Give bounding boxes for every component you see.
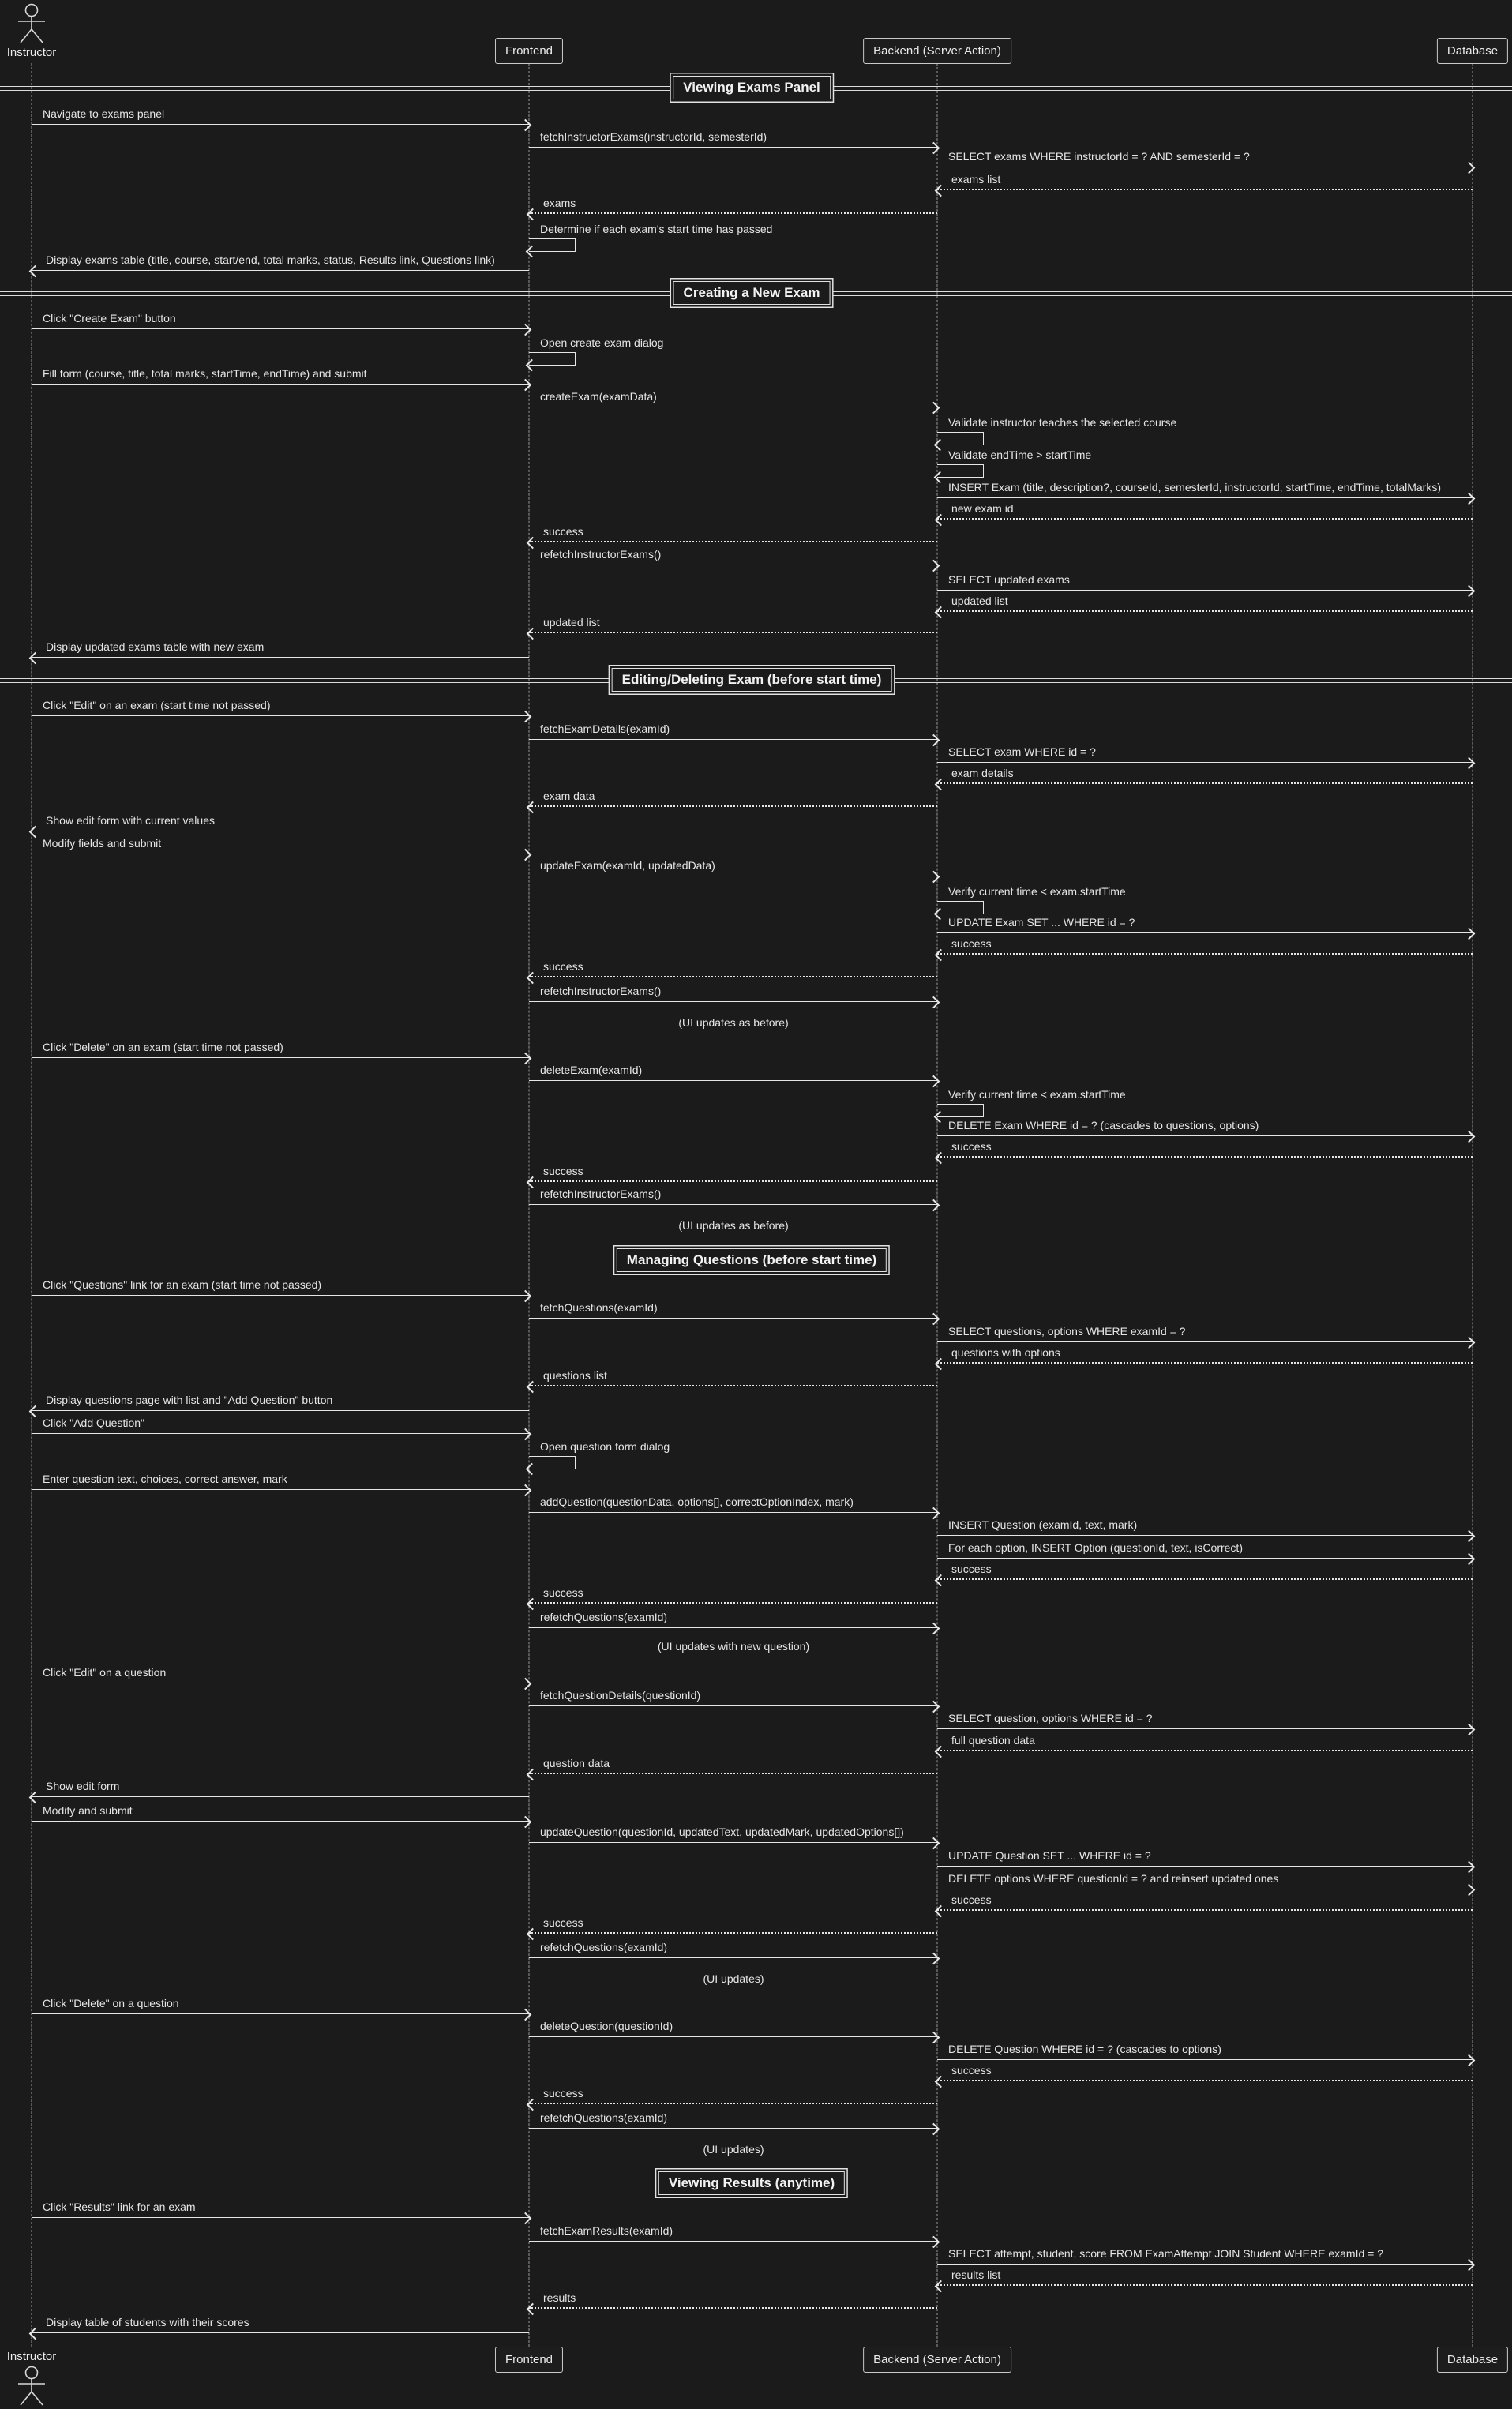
message <box>937 1559 1473 1580</box>
message-line <box>529 1842 937 1843</box>
message-line <box>937 1750 1473 1751</box>
message-label: success <box>543 2087 583 2099</box>
message-label: refetchInstructorExams() <box>540 1188 662 1200</box>
message-line <box>937 1341 1473 1342</box>
message-label: exam data <box>543 790 595 802</box>
section-label: Editing/Deleting Exam (before start time) <box>612 668 892 692</box>
self-message <box>529 336 664 366</box>
message-line <box>529 1932 937 1934</box>
message-line <box>937 497 1473 498</box>
message-label: SELECT exam WHERE id = ? <box>948 745 1096 758</box>
message <box>937 1538 1473 1559</box>
arrowhead-icon <box>520 323 532 336</box>
message-label: exams list <box>951 173 1001 186</box>
message-label: Enter question text, choices, correct answer, mark <box>43 1473 287 1485</box>
message <box>529 613 937 633</box>
message <box>529 2017 937 2037</box>
message-line <box>32 1410 529 1411</box>
self-message-label: Verify current time < exam.startTime <box>948 1088 1126 1101</box>
message-line <box>529 976 937 977</box>
message-line <box>529 1957 937 1958</box>
note: (UI updates as before) <box>678 1016 789 1029</box>
message-label: exams <box>543 197 576 209</box>
message <box>529 127 937 148</box>
message-label: results list <box>951 2268 1001 2281</box>
message-line <box>937 189 1473 190</box>
message-line <box>937 1558 1473 1559</box>
message <box>529 1822 937 1843</box>
message-label: refetchQuestions(examId) <box>540 1941 668 1953</box>
self-message-label: Validate endTime > startTime <box>948 448 1092 461</box>
arrowhead-icon <box>520 1428 532 1440</box>
message-line <box>529 739 937 740</box>
message-line <box>529 805 937 807</box>
message <box>529 1686 937 1706</box>
message <box>529 1366 937 1386</box>
message-label: Display exams table (title, course, start/end, total marks, status, Results link, Questions link) <box>46 253 495 266</box>
message-label: fetchExamDetails(examId) <box>540 722 670 735</box>
message <box>529 387 937 407</box>
message <box>937 2039 1473 2060</box>
message <box>32 1663 529 1683</box>
message-line <box>32 1796 529 1797</box>
message-label: SELECT updated exams <box>948 573 1070 586</box>
message-label: INSERT Question (examId, text, mark) <box>948 1518 1138 1531</box>
message <box>32 104 529 125</box>
note: (UI updates) <box>703 2143 764 2156</box>
arrowhead-icon <box>928 401 940 414</box>
self-message-label: Validate instructor teaches the selected course <box>948 416 1177 429</box>
message-line <box>937 782 1473 784</box>
message-label: Click "Edit" on an exam (start time not passed) <box>43 699 271 711</box>
message-label: Click "Delete" on a question <box>43 1997 179 2009</box>
message-line <box>937 2264 1473 2265</box>
message <box>529 2288 937 2309</box>
arrowhead-icon <box>928 1622 940 1634</box>
message-label: full question data <box>951 1734 1035 1747</box>
section-label: Viewing Results (anytime) <box>658 2171 845 2195</box>
message-label: success <box>951 937 992 950</box>
message-line <box>529 1318 937 1319</box>
message <box>937 742 1473 763</box>
message <box>32 811 529 831</box>
message <box>529 1583 937 1604</box>
message-line <box>32 2013 529 2014</box>
message <box>529 545 937 565</box>
arrowhead-icon <box>928 1952 940 1964</box>
message <box>32 1275 529 1296</box>
message-line <box>529 2307 937 2309</box>
message-line <box>32 384 529 385</box>
message-line <box>937 1156 1473 1158</box>
message <box>937 913 1473 933</box>
message-label: Show edit form <box>46 1780 120 1792</box>
message-line <box>937 610 1473 612</box>
message <box>529 1754 937 1774</box>
message <box>529 856 937 876</box>
message-label: results <box>543 2291 576 2304</box>
message-label: updated list <box>543 616 600 629</box>
message <box>529 1161 937 1182</box>
message-label: question data <box>543 1757 610 1769</box>
message-line <box>529 1080 937 1081</box>
message-label: success <box>951 2064 992 2077</box>
message-label: Fill form (course, title, total marks, startTime, endTime) and submit <box>43 367 367 380</box>
message-line <box>529 1001 937 1002</box>
message-label: Modify and submit <box>43 1804 133 1817</box>
message-label: Click "Create Exam" button <box>43 312 176 325</box>
message-line <box>937 953 1473 955</box>
message-label: Click "Delete" on an exam (start time not passed) <box>43 1041 283 1053</box>
message-line <box>32 2217 529 2218</box>
message-label: DELETE options WHERE questionId = ? and reinsert updated ones <box>948 1872 1279 1885</box>
message-label: Display questions page with list and "Add Question" button <box>46 1394 333 1406</box>
message-line <box>32 1821 529 1822</box>
message <box>32 834 529 854</box>
message <box>937 499 1473 520</box>
message-line <box>937 1135 1473 1136</box>
message-label: deleteQuestion(questionId) <box>540 2020 673 2032</box>
arrowhead-icon <box>928 2122 940 2135</box>
message <box>937 2061 1473 2081</box>
message-label: Click "Add Question" <box>43 1417 144 1429</box>
message-label: fetchExamResults(examId) <box>540 2224 673 2237</box>
message-label: updated list <box>951 595 1008 607</box>
message-line <box>529 1180 937 1182</box>
message-label: SELECT question, options WHERE id = ? <box>948 1712 1153 1724</box>
message-line <box>937 1866 1473 1867</box>
message <box>529 1060 937 1081</box>
message-line <box>529 1705 937 1706</box>
message-label: success <box>543 960 583 973</box>
message-label: success <box>543 1916 583 1929</box>
self-message-label: Open question form dialog <box>540 1440 670 1453</box>
message-label: INSERT Exam (title, description?, courseId, semesterId, instructorId, startTime, endTime, totalMarks) <box>948 481 1441 493</box>
message <box>32 1413 529 1434</box>
message <box>937 1846 1473 1867</box>
message-line <box>32 270 529 271</box>
message-label: success <box>951 1893 992 1906</box>
message-line <box>937 2080 1473 2081</box>
note: (UI updates as before) <box>678 1219 789 1232</box>
message-line <box>529 541 937 542</box>
message-label: new exam id <box>951 502 1014 515</box>
message <box>32 1801 529 1822</box>
message-label: updateQuestion(questionId, updatedText, updatedMark, updatedOptions[]) <box>540 1826 904 1838</box>
message-line <box>529 1204 937 1205</box>
message <box>937 1343 1473 1364</box>
message-label: UPDATE Question SET ... WHERE id = ? <box>948 1849 1151 1862</box>
message-line <box>32 2332 529 2333</box>
message-line <box>529 212 937 214</box>
message <box>937 1890 1473 1911</box>
message <box>32 1777 529 1797</box>
message-label: success <box>951 1140 992 1153</box>
message-label: success <box>951 1563 992 1575</box>
message-label: SELECT attempt, student, score FROM ExamAttempt JOIN Student WHERE examId = ? <box>948 2247 1383 2260</box>
message-line <box>529 632 937 633</box>
message-line <box>529 2241 937 2242</box>
message <box>937 1322 1473 1342</box>
actor-figure-icon <box>15 3 48 44</box>
message-label: fetchInstructorExams(instructorId, semesterId) <box>540 130 767 143</box>
message-label: DELETE Question WHERE id = ? (cascades to options) <box>948 2043 1221 2055</box>
message-line <box>937 2284 1473 2286</box>
message-label: fetchQuestionDetails(questionId) <box>540 1689 701 1702</box>
message-line <box>529 2103 937 2104</box>
message-label: questions with options <box>951 1346 1060 1359</box>
message-line <box>937 1535 1473 1536</box>
message-label: questions list <box>543 1369 607 1382</box>
message-label: Navigate to exams panel <box>43 107 165 120</box>
message-line <box>529 1385 937 1386</box>
message <box>32 1390 529 1411</box>
message-label: Click "Results" link for an exam <box>43 2201 196 2213</box>
self-message-label: Verify current time < exam.startTime <box>948 885 1126 898</box>
message <box>32 250 529 271</box>
message-label: updateExam(examId, updatedData) <box>540 859 715 872</box>
message <box>529 2084 937 2104</box>
message <box>32 364 529 385</box>
message-label: Show edit form with current values <box>46 814 215 827</box>
message <box>529 1492 937 1513</box>
actor-figure-top <box>15 3 48 48</box>
message-line <box>937 1909 1473 1911</box>
actor-figure-icon <box>15 2366 48 2407</box>
message <box>32 2197 529 2218</box>
message-label: DELETE Exam WHERE id = ? (cascades to questions, options) <box>948 1119 1259 1131</box>
message-line <box>529 147 937 148</box>
message-label: Display table of students with their scores <box>46 2316 249 2328</box>
section-label: Creating a New Exam <box>673 281 831 305</box>
self-message-label: Open create exam dialog <box>540 336 664 349</box>
self-message <box>937 416 1177 445</box>
message <box>529 719 937 740</box>
message-line <box>529 1512 937 1513</box>
message-label: success <box>543 525 583 538</box>
participant-backend-top: Backend (Server Action) <box>863 38 1011 64</box>
message <box>32 2313 529 2333</box>
message <box>32 1469 529 1490</box>
message-line <box>529 1602 937 1604</box>
message-line <box>937 1578 1473 1580</box>
message-line <box>529 2128 937 2129</box>
arrowhead-icon <box>934 439 947 452</box>
arrowhead-icon <box>928 1075 940 1087</box>
message <box>937 1731 1473 1751</box>
message <box>529 786 937 807</box>
message-line <box>32 328 529 329</box>
arrowhead-icon <box>928 870 940 883</box>
message-label: refetchQuestions(examId) <box>540 2111 668 2124</box>
message-label: refetchQuestions(examId) <box>540 1611 668 1623</box>
message-label: For each option, INSERT Option (questionId, text, isCorrect) <box>948 1541 1243 1554</box>
message-label: fetchQuestions(examId) <box>540 1301 658 1314</box>
self-message <box>529 1440 670 1469</box>
message-line <box>32 1057 529 1058</box>
message <box>529 2221 937 2242</box>
message-line <box>937 518 1473 520</box>
message-label: SELECT exams WHERE instructorId = ? AND semesterId = ? <box>948 150 1250 163</box>
message-line <box>32 1295 529 1296</box>
message <box>529 2108 937 2129</box>
message <box>32 1038 529 1058</box>
message-line <box>32 124 529 125</box>
actor-figure-bottom <box>15 2366 48 2409</box>
message <box>937 1515 1473 1536</box>
message-label: addQuestion(questionData, options[], correctOptionIndex, mark) <box>540 1495 854 1508</box>
message <box>529 1913 937 1934</box>
message <box>32 309 529 329</box>
self-message <box>529 223 773 252</box>
message-line <box>529 1627 937 1628</box>
arrowhead-icon <box>928 996 940 1008</box>
message <box>937 764 1473 784</box>
message-line <box>937 1728 1473 1729</box>
message-label: success <box>543 1165 583 1177</box>
message <box>937 1709 1473 1729</box>
message <box>529 1938 937 1958</box>
message <box>529 1608 937 1628</box>
message <box>529 981 937 1002</box>
message-label: UPDATE Exam SET ... WHERE id = ? <box>948 916 1135 929</box>
message <box>937 2244 1473 2265</box>
message-label: SELECT questions, options WHERE examId = ? <box>948 1325 1186 1338</box>
section-label: Viewing Exams Panel <box>673 76 831 99</box>
message <box>937 1116 1473 1136</box>
message-label: Display updated exams table with new exam <box>46 640 265 653</box>
message <box>32 696 529 716</box>
message <box>32 637 529 658</box>
message <box>529 522 937 542</box>
message <box>937 934 1473 955</box>
message <box>937 1137 1473 1158</box>
message <box>937 2265 1473 2286</box>
participant-database-bottom: Database <box>1437 2347 1508 2373</box>
message-line <box>32 1433 529 1434</box>
self-message-label: Determine if each exam's start time has passed <box>540 223 773 235</box>
message <box>937 170 1473 190</box>
message-label: Modify fields and submit <box>43 837 162 850</box>
message-label: Click "Questions" link for an exam (start time not passed) <box>43 1278 322 1291</box>
message-line <box>937 2059 1473 2060</box>
participant-database-top: Database <box>1437 38 1508 64</box>
message <box>937 1869 1473 1889</box>
participant-frontend-top: Frontend <box>495 38 563 64</box>
message-line <box>32 1489 529 1490</box>
message-line <box>937 932 1473 933</box>
participant-instructor-bottom: Instructor <box>6 2350 57 2363</box>
message-label: refetchInstructorExams() <box>540 548 662 561</box>
message-line <box>937 762 1473 763</box>
participant-instructor-top: Instructor <box>6 46 57 59</box>
message-label: deleteExam(examId) <box>540 1064 643 1076</box>
section-label: Managing Questions (before start time) <box>617 1248 887 1272</box>
note: (UI updates with new question) <box>657 1640 810 1653</box>
message-label: success <box>543 1586 583 1599</box>
message <box>529 193 937 214</box>
message-label: refetchInstructorExams() <box>540 985 662 997</box>
message <box>529 1184 937 1205</box>
message <box>937 591 1473 612</box>
message <box>32 1994 529 2014</box>
participant-frontend-bottom: Frontend <box>495 2347 563 2373</box>
message <box>937 478 1473 498</box>
message <box>937 147 1473 167</box>
message-line <box>32 657 529 658</box>
message <box>529 1298 937 1319</box>
message-label: Click "Edit" on a question <box>43 1666 167 1679</box>
arrowhead-icon <box>928 1199 940 1211</box>
note: (UI updates) <box>703 1972 764 1985</box>
message-line <box>32 715 529 716</box>
message-line <box>529 2036 937 2037</box>
message-line <box>937 590 1473 591</box>
message-line <box>529 1773 937 1774</box>
message-line <box>937 1362 1473 1364</box>
message <box>937 570 1473 591</box>
participant-backend-bottom: Backend (Server Action) <box>863 2347 1011 2373</box>
message-label: createExam(examData) <box>540 390 657 403</box>
message-label: exam details <box>951 767 1014 779</box>
self-message <box>937 448 1092 478</box>
message <box>529 957 937 977</box>
